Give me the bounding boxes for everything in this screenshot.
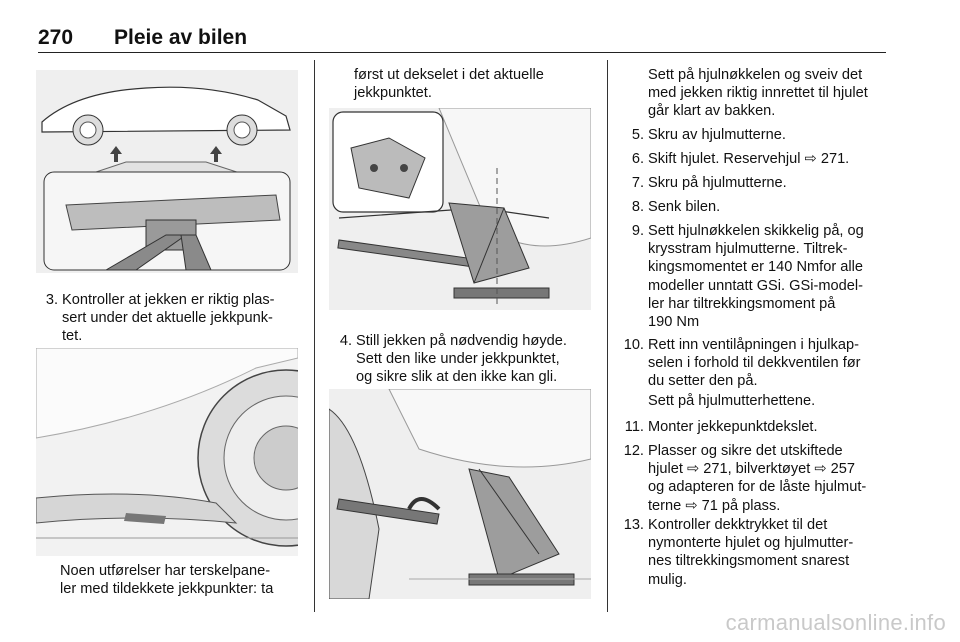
step-text-line: Still jekken på nødvendig høyde.	[356, 333, 567, 349]
step-text-line: tet.	[62, 328, 83, 345]
step-text-line: Rett inn ventilåpningen i hjulkap-	[648, 337, 859, 353]
step-text-line: sert under det aktuelle jekkpunk-	[62, 310, 273, 327]
step-text-line: selen i forhold til dekkventilen før	[648, 355, 861, 372]
step-number: 13.	[623, 517, 644, 533]
step-text-line: ler har tiltrekkingsmoment på	[648, 295, 836, 312]
jack-crank-illustration	[329, 389, 591, 599]
text-line: Sett på hjulnøkkelen og sveiv det	[648, 67, 863, 83]
page-title: Pleie av bilen	[114, 26, 248, 49]
step-text-line: Sett på hjulmutterhettene.	[648, 393, 816, 409]
figure-jack-under-point	[329, 108, 591, 310]
step-number: 7.	[631, 175, 644, 191]
sill-panel-illustration	[36, 348, 298, 556]
step-text-line: Kontroller dekktrykket til det	[648, 517, 828, 533]
step-number: 3.	[45, 292, 58, 308]
step-text-line: og adapteren for de låste hjulmut-	[648, 479, 867, 496]
step-text-line: nes tiltrekkingsmoment snarest	[648, 553, 850, 570]
text-line: med jekken riktig innrettet til hjulet	[648, 85, 868, 102]
column-divider	[314, 60, 315, 612]
step-number: 12.	[623, 443, 644, 459]
step-number: 5.	[631, 127, 644, 143]
text-line: går klart av bakken.	[648, 103, 776, 120]
page-number: 270	[38, 26, 74, 49]
jack-under-point-illustration	[329, 108, 591, 310]
step-text-line: krysstram hjulmutterne. Tiltrek-	[648, 241, 848, 258]
step-number: 8.	[631, 199, 644, 215]
step-number: 6.	[631, 151, 644, 167]
step-text-line: Skru på hjulmutterne.	[648, 175, 787, 191]
step-text-line: modeller unntatt GSi. GSi-model-	[648, 277, 863, 294]
step-text-line: og sikre slik at den ikke kan gli.	[356, 369, 558, 386]
step-text-line: Kontroller at jekken er riktig plas-	[62, 292, 275, 308]
text-line: først ut dekselet i det aktuelle	[354, 67, 544, 83]
step-text-line: terne ⇨ 71 på plass.	[648, 497, 781, 514]
car-jack-points-illustration	[36, 70, 298, 273]
step-number: 11.	[624, 419, 644, 435]
figure-sill-panel	[36, 348, 298, 556]
step-text-line: hjulet ⇨ 271, bilverktøyet ⇨ 257	[648, 461, 855, 478]
step-text-line: mulig.	[648, 571, 687, 588]
step-text-line: kingsmomentet er 140 Nmfor alle	[648, 259, 863, 276]
text-line: jekkpunktet.	[354, 85, 432, 102]
page-header	[38, 24, 886, 53]
column-divider	[607, 60, 608, 612]
step-text-line: Monter jekkepunktdekslet.	[648, 419, 818, 435]
figure-car-jack-points	[36, 70, 298, 273]
step-text-line: 190 Nm	[648, 314, 700, 331]
note-text-line: Noen utførelser har terskelpane-	[60, 563, 271, 579]
figure-jack-crank	[329, 389, 591, 599]
step-text-line: Skift hjulet. Reservehjul ⇨ 271.	[648, 151, 850, 167]
step-text-line: du setter den på.	[648, 373, 758, 390]
step-text-line: Skru av hjulmutterne.	[648, 127, 786, 143]
step-text-line: Senk bilen.	[648, 199, 721, 215]
step-number: 10.	[623, 337, 644, 353]
step-text-line: Sett den like under jekkpunktet,	[356, 351, 560, 368]
step-text-line: Plasser og sikre det utskiftede	[648, 443, 843, 459]
step-number: 4.	[339, 333, 352, 349]
note-text-line: ler med tildekkete jekkpunkter: ta	[60, 581, 274, 598]
step-text-line: nymonterte hjulet og hjulmutter-	[648, 535, 854, 552]
step-number: 9.	[631, 223, 644, 239]
step-text-line: Sett hjulnøkkelen skikkelig på, og	[648, 223, 864, 239]
watermark: carmanualsonline.info	[725, 610, 946, 635]
